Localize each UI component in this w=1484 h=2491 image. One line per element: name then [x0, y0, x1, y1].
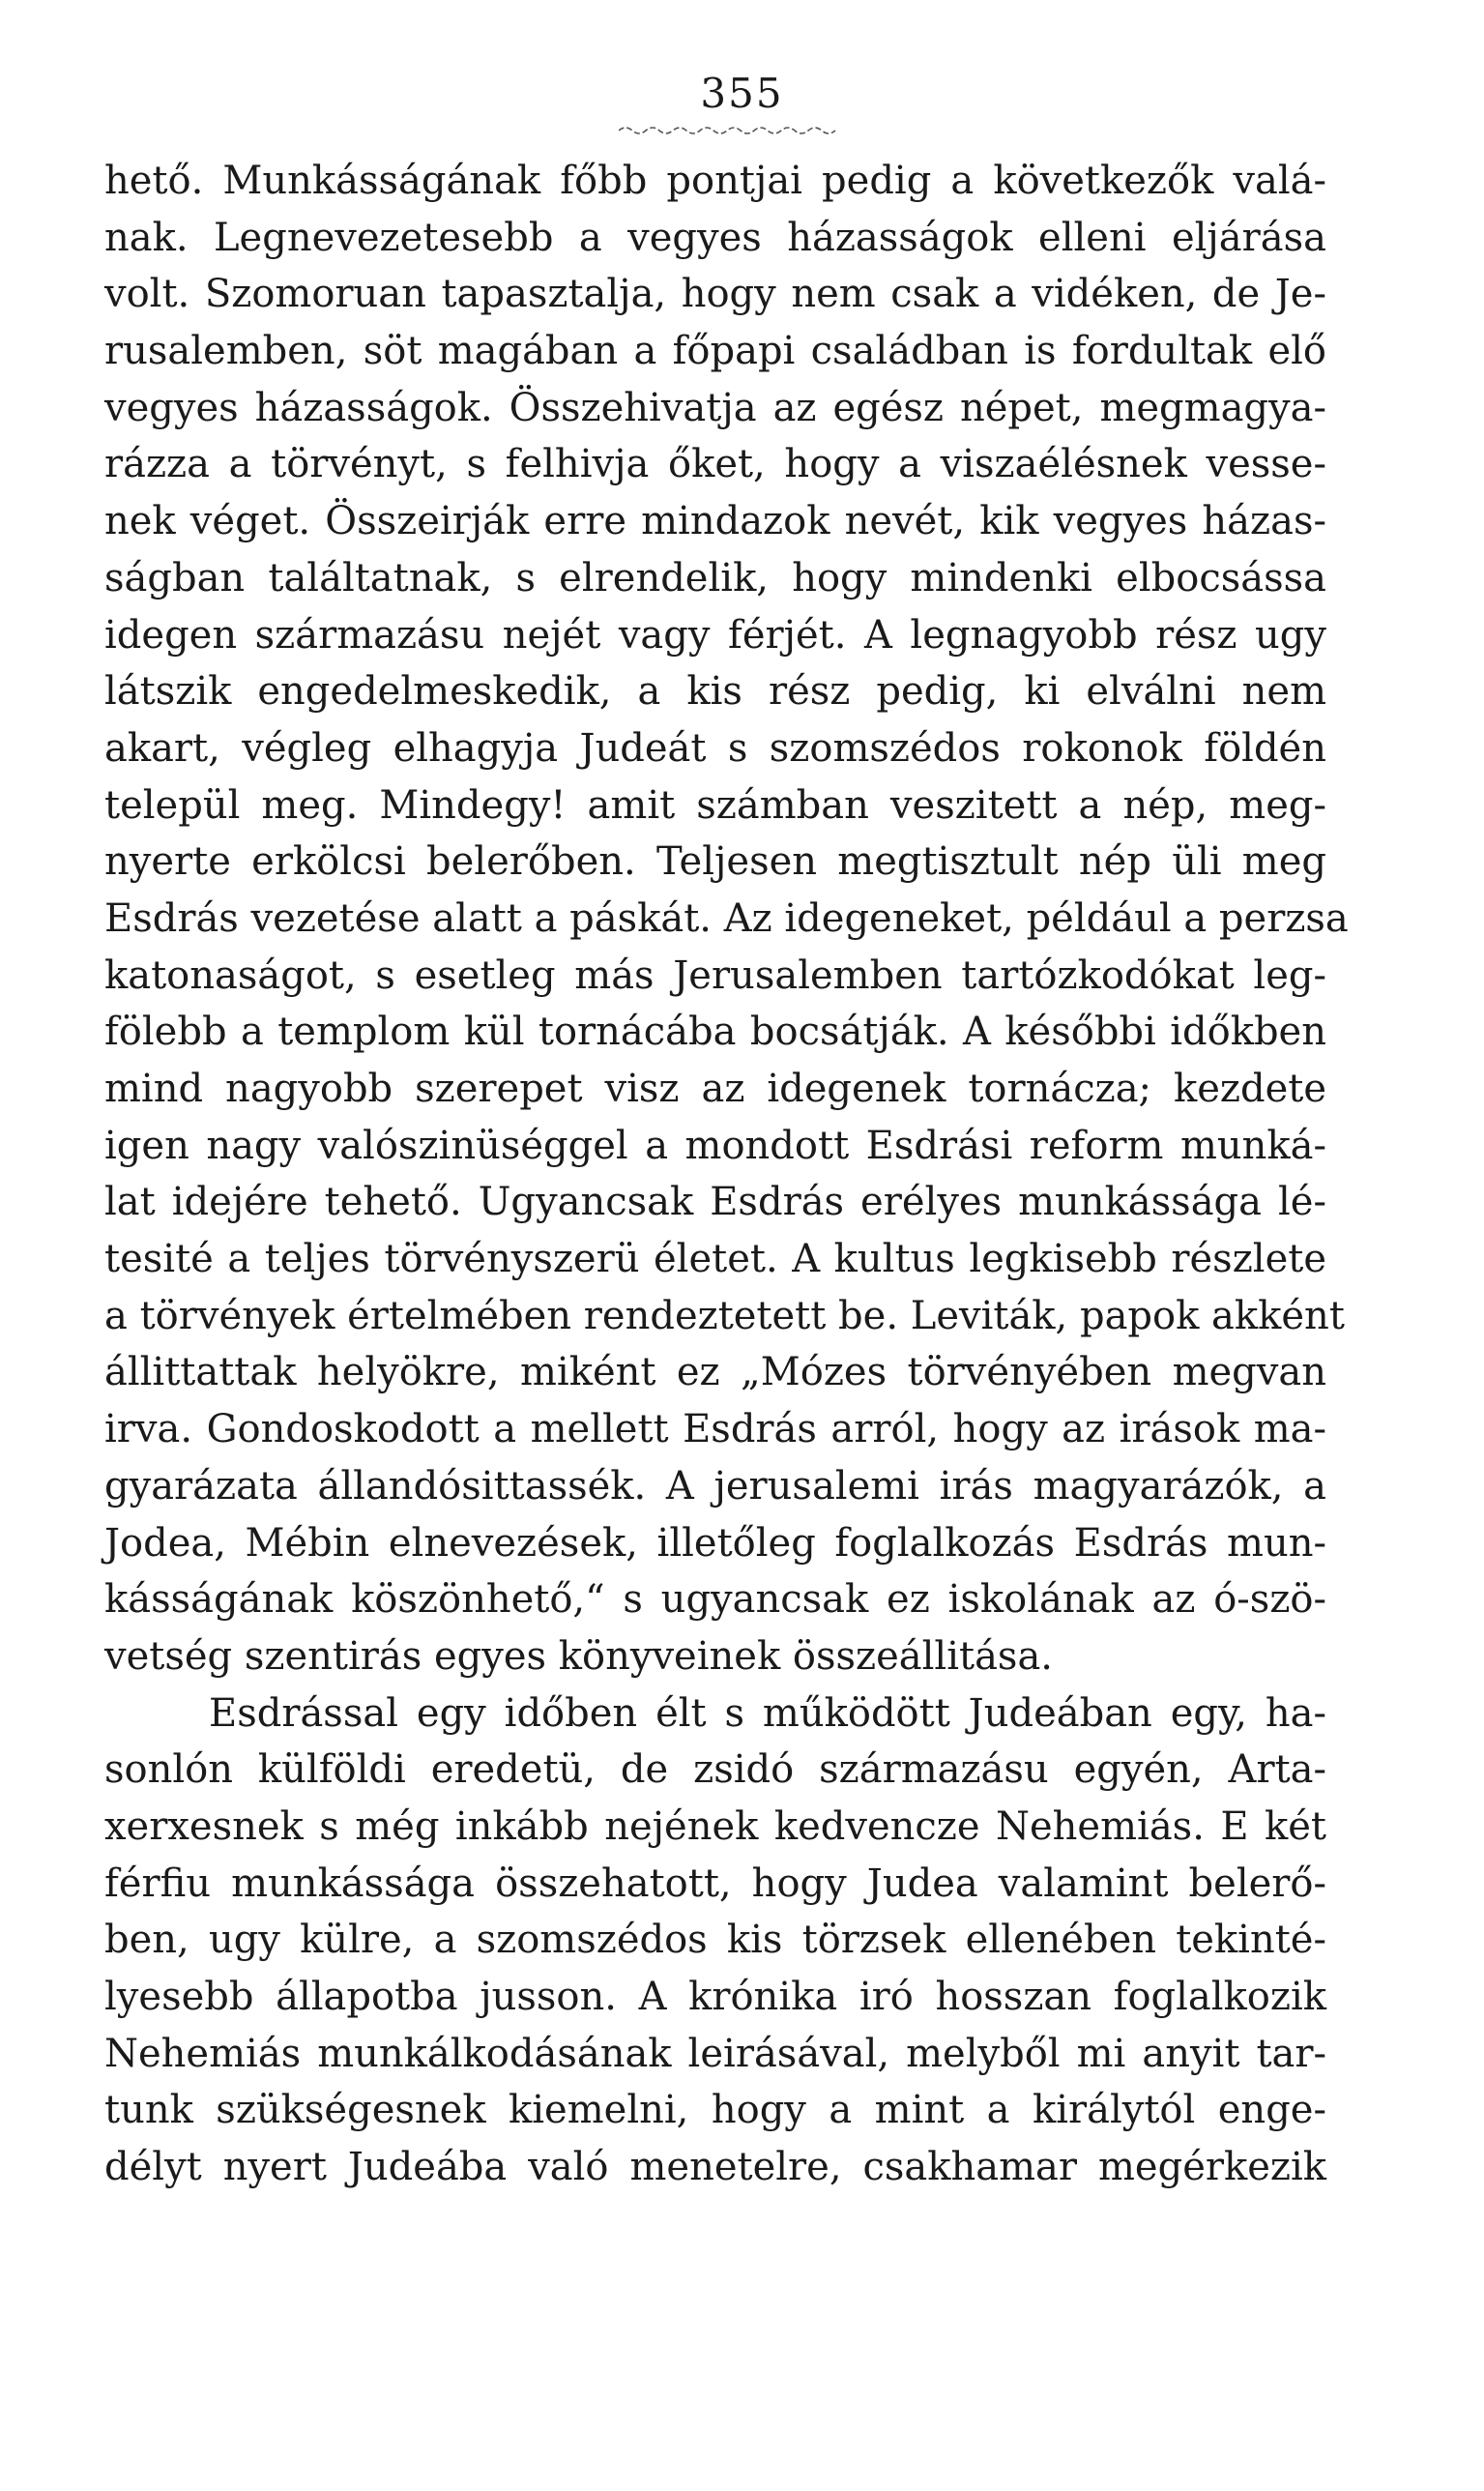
text-line: mind nagyobb szerepet visz az idegenek tornácza; kezdete	[104, 1067, 1326, 1111]
text-line: települ meg. Mindegy! amit számban veszitett a nép, meg-	[104, 782, 1326, 828]
text-line: irva. Gondoskodott a mellett Esdrás arról, hogy az irások ma-	[104, 1407, 1326, 1452]
paragraph	[104, 153, 1349, 1685]
text-line: látszik engedelmeskedik, a kis rész pedig, ki elválni nem	[104, 669, 1326, 715]
text-line: sonlón külföldi eredetü, de zsidó származásu egyén, Arta-	[104, 1747, 1326, 1793]
decorative-wave-ornament	[619, 124, 841, 137]
text-line: Esdrás vezetése alatt a páskát. Az idegeneket, például a perzsa	[104, 895, 1349, 941]
text-line: lyesebb állapotba jusson. A krónika iró hosszan foglalkozik	[104, 1975, 1326, 2019]
text-line: fölebb a templom kül tornácába bocsátják. A későbbi időkben	[104, 1010, 1326, 1055]
paragraph	[104, 1685, 1326, 2196]
page-number: 355	[700, 70, 784, 117]
text-line: volt. Szomoruan tapasztalja, hogy nem csak a vidéken, de Je-	[104, 272, 1326, 317]
text-line: Jodea, Mébin elnevezések, illetőleg foglalkozás Esdrás mun-	[104, 1520, 1326, 1566]
text-line: lat idejére tehető. Ugyancsak Esdrás erélyes munkássága lé-	[104, 1180, 1326, 1225]
text-line: vetség szentirás egyes könyveinek összeállitása.	[104, 1633, 1054, 1679]
text-line: akart, végleg elhagyja Judeát s szomszédos rokonok földén	[104, 725, 1326, 771]
text-line: katonaságot, s esetleg más Jerusalemben tartózkodókat leg-	[104, 952, 1326, 998]
text-line: tesité a teljes törvényszerü életet. A kultus legkisebb részlete	[104, 1237, 1326, 1282]
text-line: vegyes házasságok. Összehivatja az egész népet, megmagya-	[104, 385, 1326, 430]
body-text	[104, 153, 1349, 2196]
text-line: nyerte erkölcsi belerőben. Teljesen megtisztult nép üli meg	[104, 839, 1326, 885]
text-line: idegen származásu nejét vagy férjét. A legnagyobb rész ugy	[104, 612, 1326, 658]
text-line: xerxesnek s még inkább nejének kedvencze Nehemiás. E két	[104, 1803, 1326, 1849]
text-line: igen nagy valószinüséggel a mondott Esdrási reform munká-	[104, 1123, 1326, 1168]
text-line: kásságának köszönhető,“ s ugyancsak ez iskolának az ó-szö-	[104, 1577, 1326, 1623]
text-line: délyt nyert Judeába való menetelre, csakhamar megérkezik	[104, 2145, 1326, 2190]
text-line: gyarázata állandósittassék. A jerusalemi irás magyarázók, a	[104, 1463, 1326, 1509]
text-line: férfiu munkássága összehatott, hogy Judea valamint belerő-	[104, 1861, 1326, 1906]
text-line: Nehemiás munkálkodásának leirásával, melyből mi anyit tar-	[104, 2031, 1326, 2076]
text-line: hető. Munkásságának főbb pontjai pedig a következők valá-	[104, 159, 1326, 203]
text-line: tunk szükségesnek kiemelni, hogy a mint a királytól enge-	[104, 2088, 1326, 2133]
text-line: rusalemben, söt magában a főpapi családban is fordultak elő	[104, 329, 1326, 374]
text-line: ságban találtatnak, s elrendelik, hogy mindenki elbocsássa	[104, 555, 1326, 601]
text-line: ben, ugy külre, a szomszédos kis törzsek ellenében tekinté-	[104, 1918, 1326, 1963]
text-line: állittattak helyökre, miként ez „Mózes törvényében megvan	[104, 1350, 1326, 1395]
text-line: a törvények értelmében rendeztetett be. Leviták, papok akként	[104, 1293, 1345, 1338]
text-line: nak. Legnevezetesebb a vegyes házasságok elleni eljárása	[104, 215, 1326, 260]
text-line: nek véget. Összeirják erre mindazok nevét, kik vegyes házas-	[104, 499, 1326, 544]
text-line: rázza a törvényt, s felhivja őket, hogy a viszaélésnek vesse-	[104, 442, 1326, 487]
text-line: Esdrással egy időben élt s működött Judeában egy, ha-	[209, 1690, 1326, 1736]
